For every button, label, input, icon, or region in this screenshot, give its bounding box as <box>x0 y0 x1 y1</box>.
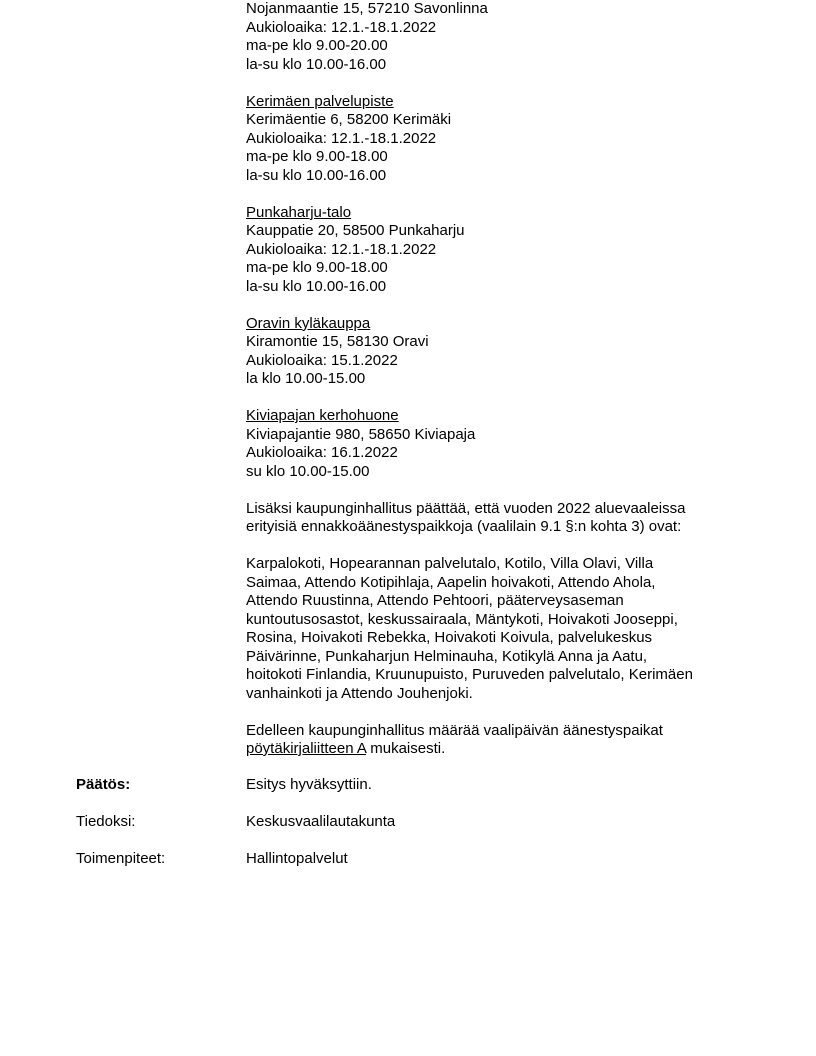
paragraph-line: Karpalokoti, Hopearannan palvelutalo, Kotilo, Villa Olavi, Villa <box>246 555 654 572</box>
location-hours: la-su klo 10.00-16.00 <box>246 166 387 184</box>
location-hours: la-su klo 10.00-16.00 <box>246 55 387 73</box>
location-hours: la klo 10.00-15.00 <box>246 370 366 387</box>
paragraph-line: erityisiä ennakkoäänestyspaikkoja (vaalilain 9.1 §:n kohta 3) ovat: <box>246 518 682 535</box>
paragraph-line: Rosina, Hoivakoti Rebekka, Hoivakoti Koivula, palvelukeskus <box>246 629 653 646</box>
location-period: Aukioloaika: 16.1.2022 <box>246 444 398 461</box>
location-name: Oravin kyläkauppa <box>246 314 371 332</box>
location-address: Kiviapajantie 980, 58650 Kiviapaja <box>246 425 476 443</box>
location-address: Kauppatie 20, 58500 Punkaharju <box>246 222 465 239</box>
location-period: Aukioloaika: 12.1.-18.1.2022 <box>246 240 437 258</box>
paragraph-line: Päivärinne, Punkaharjun Helminauha, Kotikylä Anna ja Aatu, <box>246 647 648 665</box>
actions-label: Toimenpiteet: <box>76 850 166 867</box>
location-period: Aukioloaika: 15.1.2022 <box>246 351 398 369</box>
location-name: Punkaharju-talo <box>246 203 352 221</box>
info-value: Keskusvaalilautakunta <box>246 813 396 830</box>
location-address: Kerimäentie 6, 58200 Kerimäki <box>246 111 452 128</box>
paragraph-line: Lisäksi kaupunginhallitus päättää, että vuoden 2022 aluevaaleissa <box>246 499 686 517</box>
decision-row <box>76 776 736 795</box>
paragraph-text: mukaisesti. <box>366 740 446 757</box>
actions-value: Hallintopalvelut <box>246 850 348 867</box>
location-period: Aukioloaika: 12.1.-18.1.2022 <box>246 129 437 147</box>
location-hours: su klo 10.00-15.00 <box>246 462 370 480</box>
actions-row <box>76 850 736 869</box>
paragraph-line: vanhainkoti ja Attendo Jouhenjoki. <box>246 684 473 702</box>
paragraph-line: hoitokoti Finlandia, Kruunupuisto, Puruveden palvelutalo, Kerimäen <box>246 666 693 683</box>
location-hours: ma-pe klo 9.00-20.00 <box>246 37 388 54</box>
location-name: Kiviapajan kerhohuone <box>246 407 399 424</box>
paragraph-line <box>246 740 736 759</box>
location-address: Kiramontie 15, 58130 Oravi <box>246 333 429 350</box>
location-hours: ma-pe klo 9.00-18.00 <box>246 148 388 165</box>
paragraph-line: Edelleen kaupunginhallitus määrää vaalipäivän äänestyspaikat <box>246 721 663 739</box>
decision-label: Päätös: <box>76 776 131 793</box>
location-address: Nojanmaantie 15, 57210 Savonlinna <box>246 0 488 17</box>
paragraph-line: Saimaa, Attendo Kotipihlaja, Aapelin hoivakoti, Attendo Ahola, <box>246 573 656 591</box>
location-hours: la-su klo 10.00-16.00 <box>246 277 387 295</box>
paragraph-line: kuntoutusosastot, keskussairaala, Mäntykoti, Hoivakoti Jooseppi, <box>246 610 678 628</box>
attachment-link[interactable]: pöytäkirjaliitteen A <box>246 740 367 757</box>
info-row <box>76 813 736 832</box>
location-hours: ma-pe klo 9.00-18.00 <box>246 259 388 276</box>
paragraph-line: Attendo Ruustinna, Attendo Pehtoori, pääterveysaseman <box>246 592 624 609</box>
document-body <box>246 0 736 759</box>
location-period: Aukioloaika: 12.1.-18.1.2022 <box>246 18 437 36</box>
info-label: Tiedoksi: <box>76 813 136 830</box>
location-name: Kerimäen palvelupiste <box>246 92 394 110</box>
decision-value: Esitys hyväksyttiin. <box>246 776 372 793</box>
